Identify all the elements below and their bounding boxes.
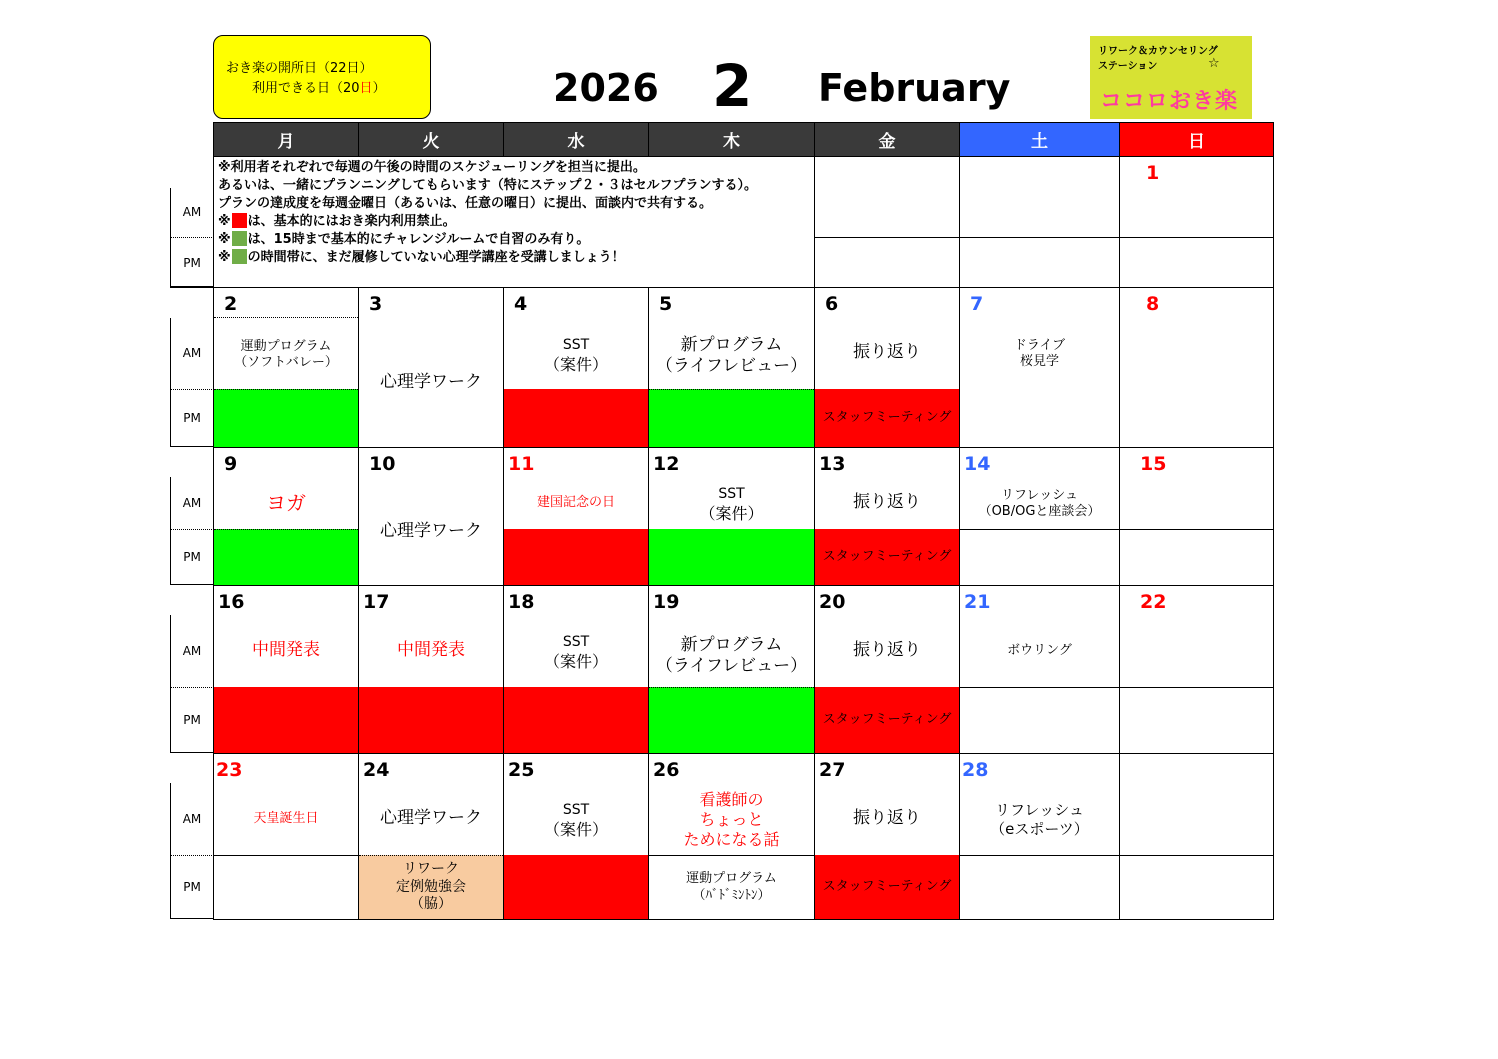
date-number: 25 — [508, 759, 535, 781]
event-undo-program: 運動プログラム （ソフトバレー） — [234, 338, 338, 370]
star-icon: ☆ — [1208, 56, 1220, 71]
day-cell-13 — [814, 447, 960, 586]
date-number: 1 — [1146, 162, 1160, 184]
date-number: 8 — [1146, 293, 1160, 315]
day-cell-empty — [1119, 855, 1274, 920]
calendar-year: 2026 — [553, 66, 659, 110]
date-number: 20 — [819, 591, 846, 613]
calendar-month-number: 2 — [712, 52, 753, 120]
note-line-2: あるいは、一緒にプランニングしてもらいます（特にステップ２・３はセルフプランする）。 — [218, 178, 757, 193]
pm-red-block — [504, 529, 648, 585]
date-number: 15 — [1140, 453, 1167, 475]
day-cell-empty — [814, 156, 960, 238]
pm-red-block — [359, 687, 503, 753]
pm-green-block — [649, 389, 814, 447]
day-cell-23-pm — [213, 855, 359, 920]
date-number: 5 — [659, 293, 673, 315]
day-cell-15-pm — [1119, 529, 1274, 586]
day-cell-6 — [814, 287, 960, 448]
am-label: AM — [182, 812, 202, 826]
day-cell-7 — [959, 287, 1120, 448]
event-shinri-work: 心理学ワーク — [380, 521, 482, 542]
event-furikaeri: 振り返り — [853, 492, 921, 513]
day-cell-14 — [959, 447, 1120, 530]
day-cell-14-pm — [959, 529, 1120, 586]
date-number: 14 — [964, 453, 991, 475]
event-bowling: ボウリング — [1007, 642, 1072, 658]
info-available-days: 利用できる日（20日） — [252, 81, 386, 96]
event-kenkoku: 建国記念の日 — [536, 494, 615, 510]
event-drive: ドライブ 桜見学 — [1013, 337, 1066, 369]
date-number: 22 — [1140, 591, 1167, 613]
note-line-6: ※ の時間帯に、まだ履修していない心理学講座を受講しましょう！ — [218, 250, 625, 265]
date-number: 23 — [216, 759, 243, 781]
date-number: 7 — [970, 293, 984, 315]
pm-red-block — [214, 687, 358, 753]
facility-info-box — [213, 35, 431, 119]
date-number: 12 — [653, 453, 680, 475]
day-cell-27 — [814, 753, 960, 920]
day-cell-empty — [1119, 753, 1274, 856]
event-furikaeri: 振り返り — [853, 640, 921, 661]
weekday-header-sun: 日 — [1119, 122, 1274, 157]
am-label: AM — [182, 346, 202, 360]
pm-red-block — [504, 389, 648, 447]
event-new-program: 新プログラム （ライフレビュー） — [655, 634, 808, 676]
weekday-header-sat: 土 — [959, 122, 1120, 157]
day-cell-21-pm — [959, 687, 1120, 754]
weekday-header-tue: 火 — [358, 122, 504, 157]
day-cell-25 — [503, 753, 649, 920]
day-cell-16 — [213, 585, 359, 754]
day-cell-22-pm — [1119, 687, 1274, 754]
day-cell-28 — [959, 753, 1120, 856]
date-number: 13 — [819, 453, 846, 475]
event-rework-study: リワーク 定例勉強会 （脇） — [359, 855, 503, 919]
event-refresh: リフレッシュ （OB/OGと座談会） — [978, 487, 1101, 519]
event-yoga: ヨガ — [266, 490, 306, 515]
weekday-header-mon: 月 — [213, 122, 359, 157]
weekday-header-fri: 金 — [814, 122, 960, 157]
event-chukan: 中間発表 — [397, 640, 465, 661]
day-cell-empty — [959, 156, 1120, 238]
calendar-month-name: February — [818, 66, 1011, 110]
day-cell-18 — [503, 585, 649, 754]
event-new-program: 新プログラム （ライフレビュー） — [655, 334, 808, 376]
event-shinri-work: 心理学ワーク — [380, 808, 482, 829]
event-sst: SST （案件） — [543, 337, 608, 374]
green-swatch — [232, 231, 247, 246]
day-cell-3 — [358, 287, 504, 448]
event-chukan: 中間発表 — [252, 640, 320, 661]
event-staff-meeting: スタッフミーティング — [815, 855, 959, 919]
day-cell-2 — [213, 287, 359, 448]
day-cell-15 — [1119, 447, 1274, 530]
am-label: AM — [182, 205, 202, 219]
logo — [1090, 36, 1252, 119]
note-line-4: ※ は、基本的にはおき楽内利用禁止。 — [218, 214, 456, 229]
event-sst: SST （案件） — [543, 802, 608, 839]
date-number: 17 — [363, 591, 390, 613]
day-cell-19 — [648, 585, 815, 754]
date-number: 11 — [508, 453, 535, 475]
event-sst: SST （案件） — [543, 634, 608, 671]
date-number: 16 — [218, 591, 245, 613]
pm-label: PM — [183, 411, 201, 425]
date-number: 6 — [825, 293, 839, 315]
day-cell-9 — [213, 447, 359, 586]
weekday-header-wed: 水 — [503, 122, 649, 157]
pm-label: PM — [183, 880, 201, 894]
am-label: AM — [182, 644, 202, 658]
day-cell-28-pm — [959, 855, 1120, 920]
event-staff-meeting: スタッフミーティング — [815, 389, 959, 447]
note-line-5: ※ は、15時まで基本的にチャレンジルームで自習のみ有り。 — [218, 232, 590, 247]
pm-green-block — [214, 389, 358, 447]
notes-box — [213, 156, 815, 288]
event-shinri-work: 心理学ワーク — [380, 372, 482, 393]
logo-line1: リワーク＆カウンセリング — [1098, 46, 1218, 57]
day-cell-empty — [959, 237, 1120, 288]
pm-red-block — [504, 855, 648, 919]
date-number: 19 — [653, 591, 680, 613]
event-tenno: 天皇誕生日 — [253, 810, 319, 826]
day-cell-20 — [814, 585, 960, 754]
day-cell-22 — [1119, 585, 1274, 688]
event-refresh-esports: リフレッシュ （eスポーツ） — [990, 801, 1089, 838]
day-cell-21 — [959, 585, 1120, 688]
weekday-header-thu: 木 — [648, 122, 815, 157]
day-cell-4 — [503, 287, 649, 448]
date-number: 4 — [514, 293, 528, 315]
date-number: 21 — [964, 591, 991, 613]
pm-label: PM — [183, 713, 201, 727]
info-open-days: おき楽の開所日（22日） — [226, 61, 373, 76]
pm-red-block — [504, 687, 648, 753]
pm-green-block — [649, 687, 814, 753]
pm-label: PM — [183, 550, 201, 564]
logo-line2: ステーション — [1098, 61, 1158, 72]
day-cell-17 — [358, 585, 504, 754]
note-line-1: ※利用者それぞれで毎週の午後の時間のスケジューリングを担当に提出。 — [218, 160, 646, 175]
logo-name: ココロおき楽 — [1100, 89, 1239, 114]
day-cell-11 — [503, 447, 649, 586]
day-cell-1-pm — [1119, 237, 1274, 288]
day-cell-24 — [358, 753, 504, 920]
pm-green-block — [214, 529, 358, 585]
day-cell-1 — [1119, 156, 1274, 238]
date-number: 9 — [224, 453, 238, 475]
pm-label: PM — [183, 255, 201, 270]
day-cell-10 — [358, 447, 504, 586]
day-cell-26 — [648, 753, 815, 856]
date-number: 26 — [653, 759, 680, 781]
day-cell-5 — [648, 287, 815, 448]
event-sst: SST （案件） — [699, 486, 764, 523]
day-cell-8 — [1119, 287, 1274, 448]
date-number: 18 — [508, 591, 535, 613]
event-furikaeri: 振り返り — [853, 808, 921, 829]
day-cell-23 — [213, 753, 359, 856]
event-undo-badminton: 運動プログラム （ﾊﾞﾄﾞﾐﾝﾄﾝ） — [648, 855, 815, 920]
day-cell-empty — [814, 237, 960, 288]
day-cell-12 — [648, 447, 815, 586]
event-furikaeri: 振り返り — [853, 342, 921, 363]
date-number: 3 — [369, 293, 383, 315]
event-staff-meeting: スタッフミーティング — [815, 687, 959, 753]
event-kango: 看護師の ちょっと ためになる話 — [683, 790, 780, 849]
event-staff-meeting: スタッフミーティング — [815, 529, 959, 585]
note-line-3: プランの達成度を毎週金曜日（あるいは、任意の曜日）に提出、面談内で共有する。 — [218, 196, 713, 211]
pm-green-block — [649, 529, 814, 585]
date-number: 27 — [819, 759, 846, 781]
date-number: 2 — [224, 293, 238, 315]
am-label: AM — [182, 496, 202, 510]
red-swatch — [232, 213, 247, 228]
date-number: 10 — [369, 453, 396, 475]
date-number: 28 — [962, 759, 989, 781]
green-swatch — [232, 249, 247, 264]
date-number: 24 — [363, 759, 390, 781]
